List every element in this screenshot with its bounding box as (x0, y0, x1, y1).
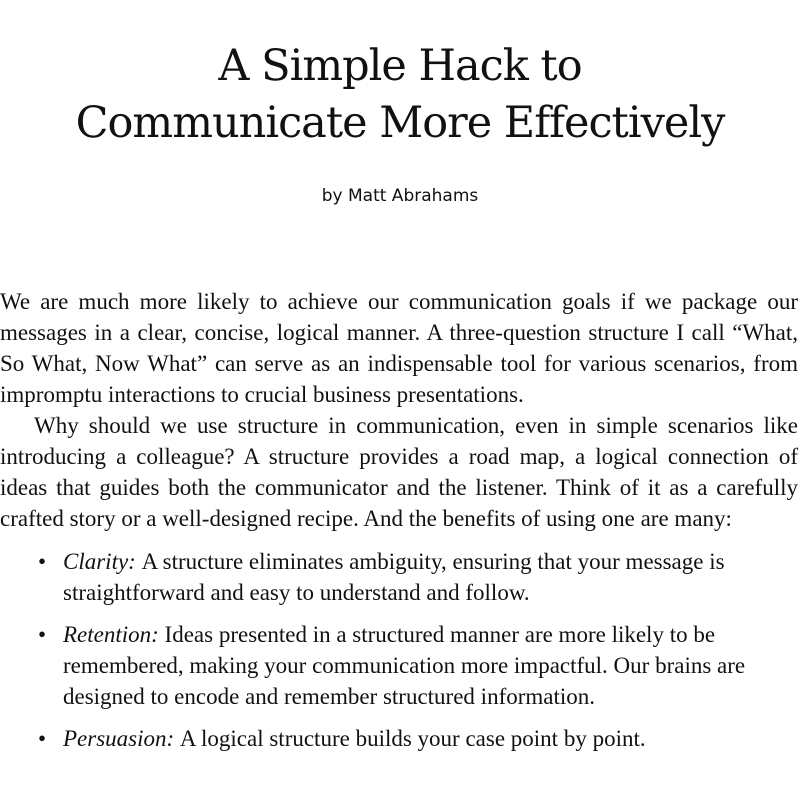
list-item-retention (0, 619, 798, 712)
bullet-text: A structure eliminates ambiguity, ensuring that your message is straightforward and easy to understand and follow. (63, 549, 725, 605)
author-byline: by Matt Abrahams (321, 186, 479, 206)
paragraph-why-structure: Why should we use structure in communication, even in simple scenarios like introducing a colleague? A structure provides a road map, a logical connection of ideas that guides both the communicator and the listener. Think of it as a carefully crafted story or a well-designed recipe. And the benefits of using one are many: (0, 413, 798, 531)
paragraph-intro: We are much more likely to achieve our communication goals if we package our messages in a clear, concise, logical manner. A three-question structure I call “What, So What, Now What” can serve as an indispensable tool for various scenarios, from impromptu interactions to crucial business presentations. (0, 289, 798, 407)
bullet-marker: • (38, 622, 47, 647)
title-line-1: A Simple Hack to (218, 41, 582, 91)
benefits-list (0, 546, 798, 754)
bullet-marker: • (38, 549, 47, 574)
article-body (0, 286, 798, 765)
bullet-term: Retention: (63, 622, 165, 647)
bullet-term: Persuasion: (63, 726, 180, 751)
bullet-text: Ideas presented in a structured manner are more likely to be remembered, making your communication more impactful. Our brains are designed to encode and remember structured information. (63, 622, 746, 709)
bullet-term: Clarity: (63, 549, 142, 574)
list-item-persuasion (0, 723, 798, 754)
list-item-clarity (0, 546, 798, 608)
bullet-marker: • (38, 726, 47, 751)
title-line-2: Communicate More Effectively (75, 98, 725, 148)
bullet-text: A logical structure builds your case point by point. (179, 726, 646, 751)
article-title (0, 38, 800, 152)
